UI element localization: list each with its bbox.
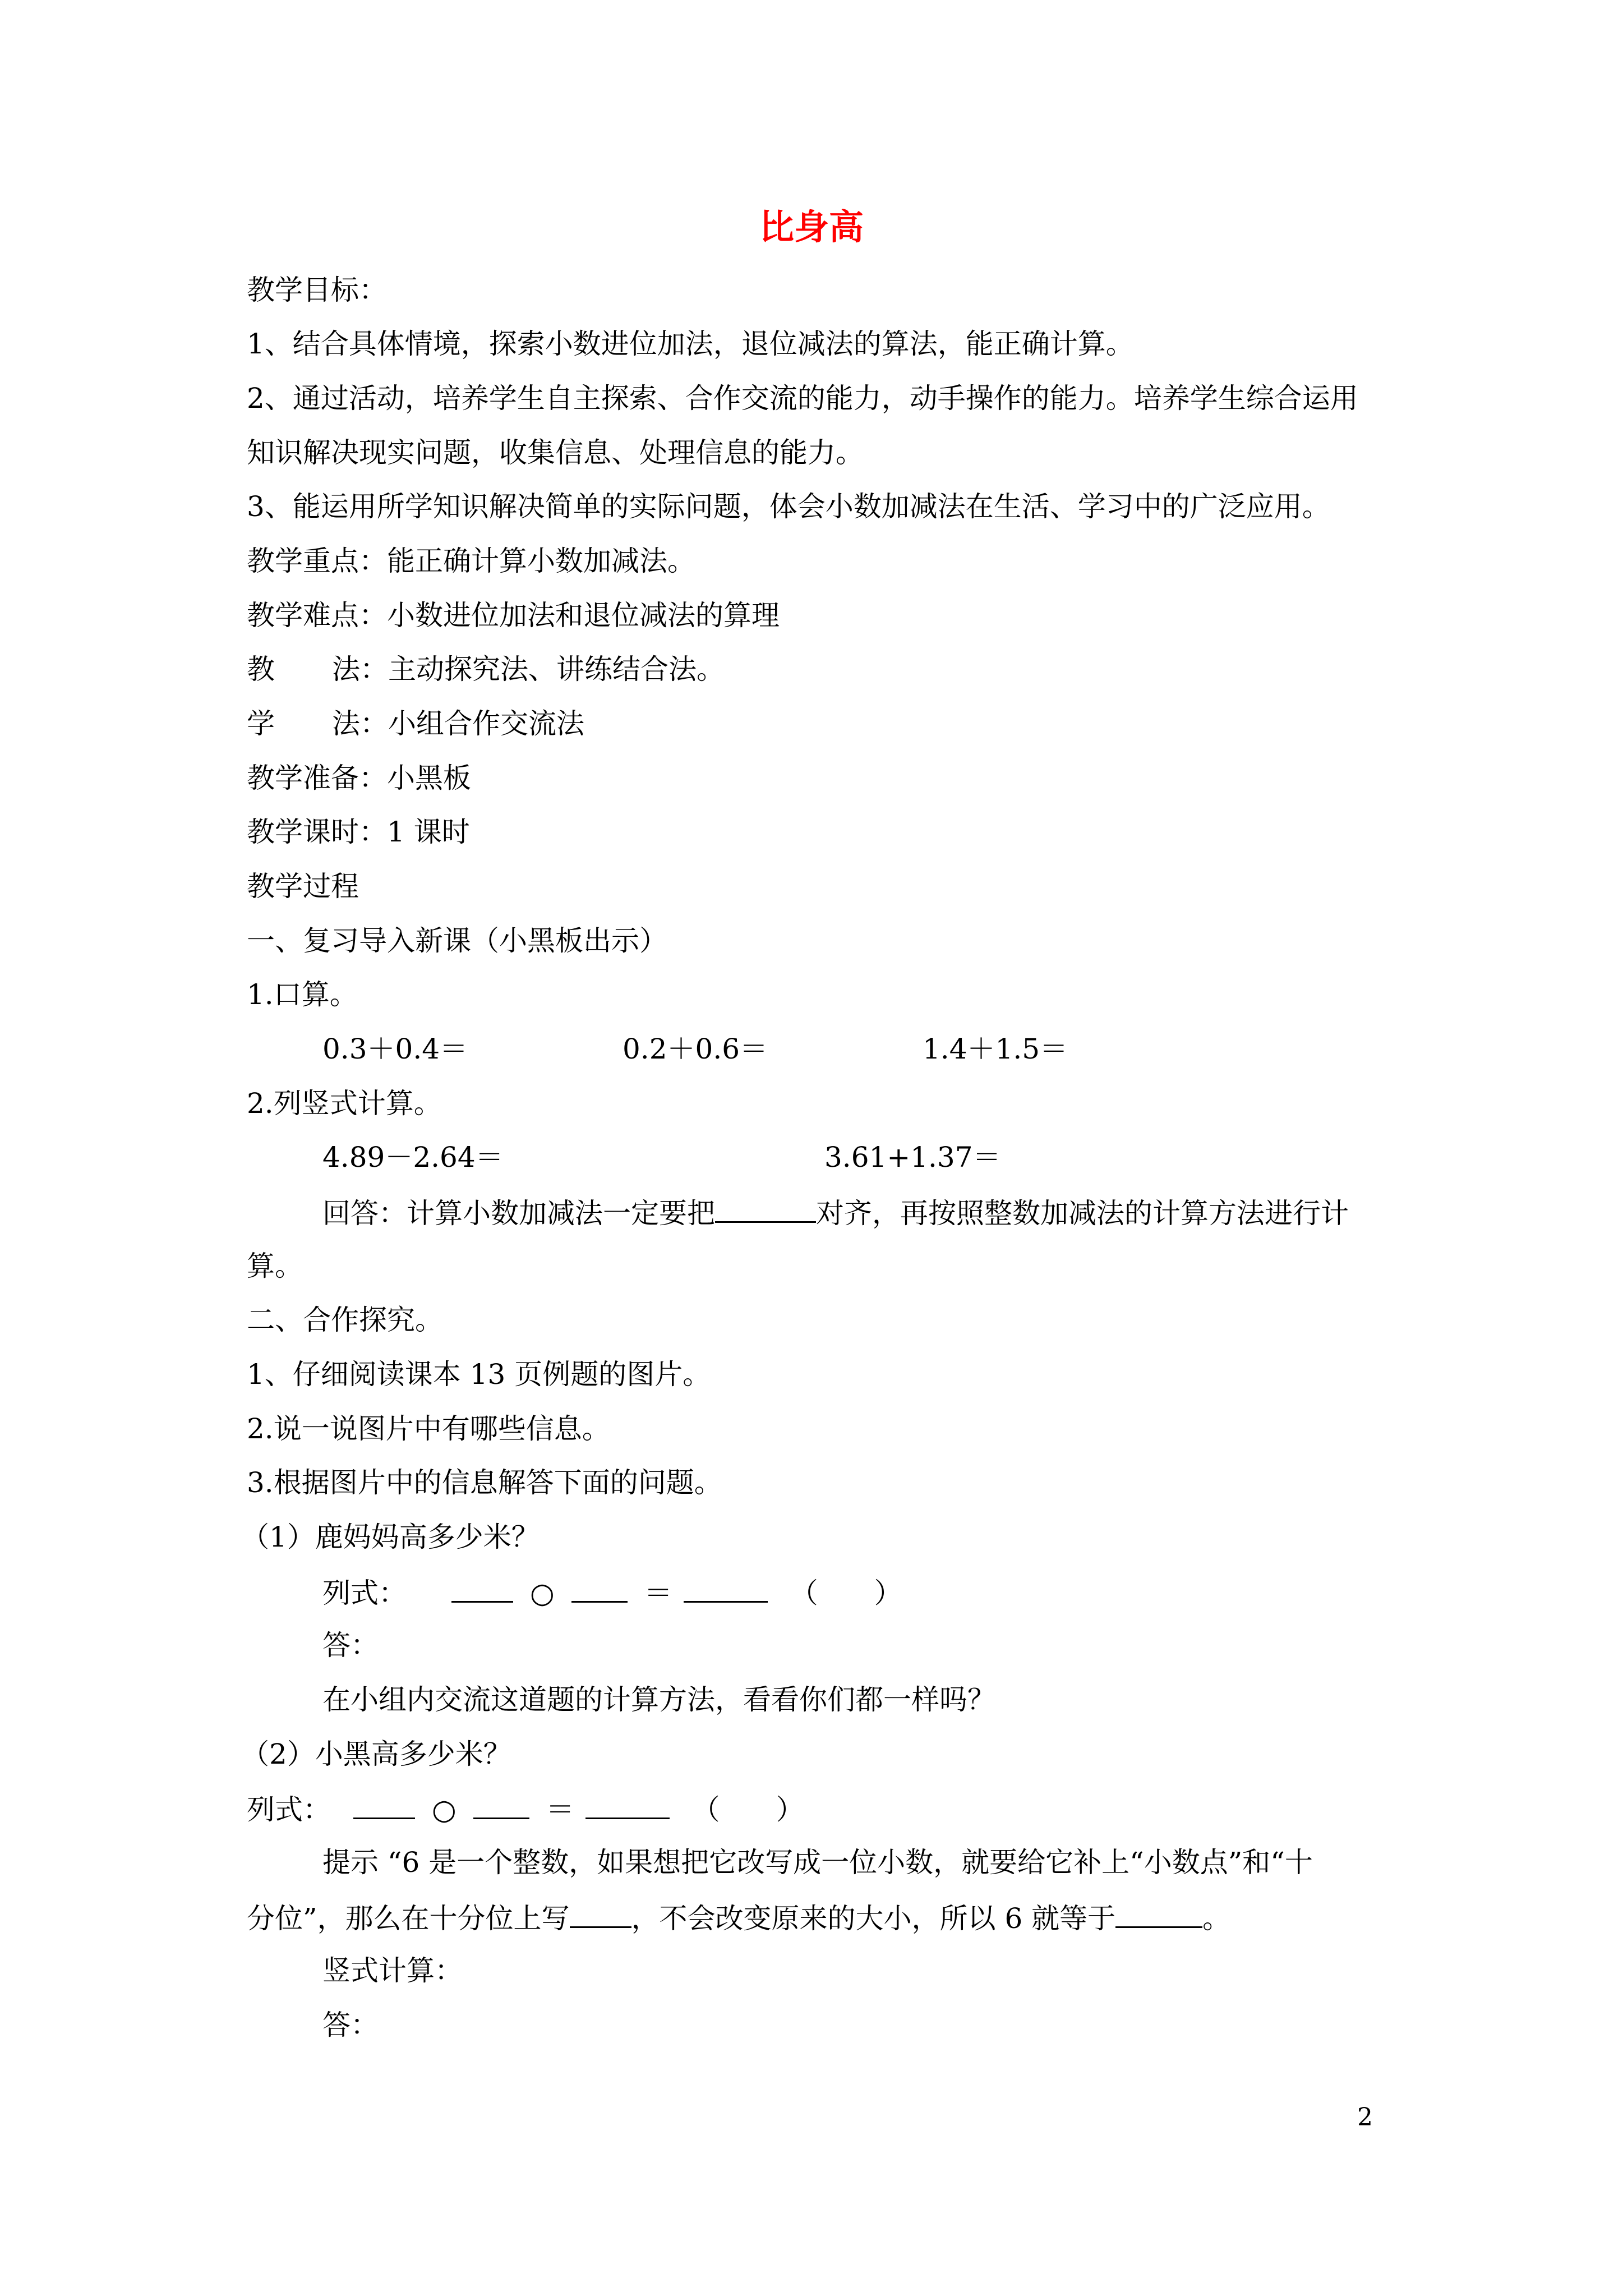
question-2: （2）小黑高多少米？ — [241, 1738, 511, 1770]
method-label-learn: 学 — [247, 707, 275, 740]
goal-2-cont: 知识解决现实问题，收集信息、处理信息的能力。 — [247, 436, 864, 469]
fill-blank — [451, 1572, 513, 1603]
fill-blank — [585, 1788, 670, 1819]
equation-label: 列式： — [247, 1793, 331, 1826]
hint-text-b: ，不会改变原来的大小，所以 6 就等于 — [631, 1902, 1116, 1935]
answer-prompt-text: 回答：计算小数加减法一定要把 — [322, 1197, 715, 1230]
hint-text-c: 。 — [1202, 1902, 1231, 1935]
operator-circle: ○ — [432, 1793, 457, 1826]
goal-2: 2、通过活动，培养学生自主探索、合作交流的能力，动手操作的能力。培养学生综合运用 — [247, 382, 1358, 415]
goal-3: 3、能运用所学知识解决简单的实际问题，体会小数加减法在生活、学习中的广泛应用。 — [247, 490, 1330, 523]
answer-prompt-cont: 算。 — [247, 1250, 303, 1282]
method-teach: 法：主动探究法、讲练结合法。 — [332, 653, 725, 685]
hint-text-a: 分位”，那么在十分位上写 — [247, 1902, 570, 1935]
vertical-calc-label: 竖式计算： — [322, 1954, 463, 1987]
fill-blank — [684, 1572, 768, 1603]
equals-sign: ＝ — [546, 1793, 574, 1826]
fill-blank — [715, 1192, 816, 1223]
equation-line-2 — [247, 1788, 804, 1829]
step-3: 3.根据图片中的信息解答下面的问题。 — [247, 1466, 722, 1499]
equals-sign: ＝ — [644, 1577, 672, 1609]
vertical-calc-heading: 2.列竖式计算。 — [247, 1087, 442, 1120]
vertical-calc-item-1: 4.89－2.64＝ — [322, 1141, 504, 1174]
page-number: 2 — [1357, 2103, 1373, 2132]
page-title: 比身高 — [759, 206, 864, 247]
goal-1: 1、结合具体情境，探索小数进位加法，退位减法的算法，能正确计算。 — [247, 328, 1134, 360]
answer-prompt-rest: 对齐，再按照整数加减法的计算方法进行计 — [816, 1197, 1349, 1230]
hint-line-cont — [247, 1897, 1230, 1938]
part-one-heading: 一、复习导入新课（小黑板出示） — [247, 924, 667, 957]
fill-blank — [1115, 1897, 1202, 1928]
step-1: 1、仔细阅读课本 13 页例题的图片。 — [247, 1358, 711, 1391]
vertical-calc-item-2: 3.61+1.37＝ — [824, 1141, 1001, 1174]
fill-blank — [473, 1788, 529, 1819]
equation-label: 列式： — [322, 1577, 407, 1609]
question-1: （1）鹿妈妈高多少米？ — [241, 1521, 540, 1553]
answer-label-1: 答： — [322, 1629, 379, 1662]
oral-calc-item-2: 0.2＋0.6＝ — [623, 1033, 768, 1065]
section-heading-process: 教学过程 — [247, 870, 359, 903]
key-point: 教学重点：能正确计算小数加减法。 — [247, 545, 695, 577]
answer-prompt-line — [322, 1192, 1349, 1233]
fill-blank — [570, 1897, 631, 1928]
step-2: 2.说一说图片中有哪些信息。 — [247, 1412, 610, 1445]
unit-parentheses: （ ） — [691, 1793, 804, 1826]
unit-parentheses: （ ） — [790, 1577, 902, 1609]
fill-blank — [571, 1572, 628, 1603]
hint-line: 提示 “6 是一个整数，如果想把它改写成一位小数，就要给它补上“小数点”和“十 — [322, 1846, 1313, 1879]
operator-circle: ○ — [530, 1577, 555, 1609]
oral-calc-item-3: 1.4＋1.5＝ — [923, 1033, 1068, 1065]
fill-blank — [353, 1788, 415, 1819]
oral-calc-item-1: 0.3＋0.4＝ — [322, 1033, 468, 1065]
section-heading-goals: 教学目标： — [247, 274, 387, 306]
class-hours: 教学课时：1 课时 — [247, 816, 470, 848]
part-two-heading: 二、合作探究。 — [247, 1304, 443, 1336]
difficult-point: 教学难点：小数进位加法和退位减法的算理 — [247, 599, 780, 632]
oral-calc-heading: 1.口算。 — [247, 978, 358, 1011]
answer-label-2: 答： — [322, 2009, 379, 2041]
preparation: 教学准备：小黑板 — [247, 762, 471, 794]
method-label-teach: 教 — [247, 653, 275, 685]
discussion-prompt: 在小组内交流这道题的计算方法，看看你们都一样吗？ — [322, 1683, 995, 1716]
method-learn: 法：小组合作交流法 — [332, 707, 584, 740]
equation-line-1 — [322, 1572, 902, 1613]
